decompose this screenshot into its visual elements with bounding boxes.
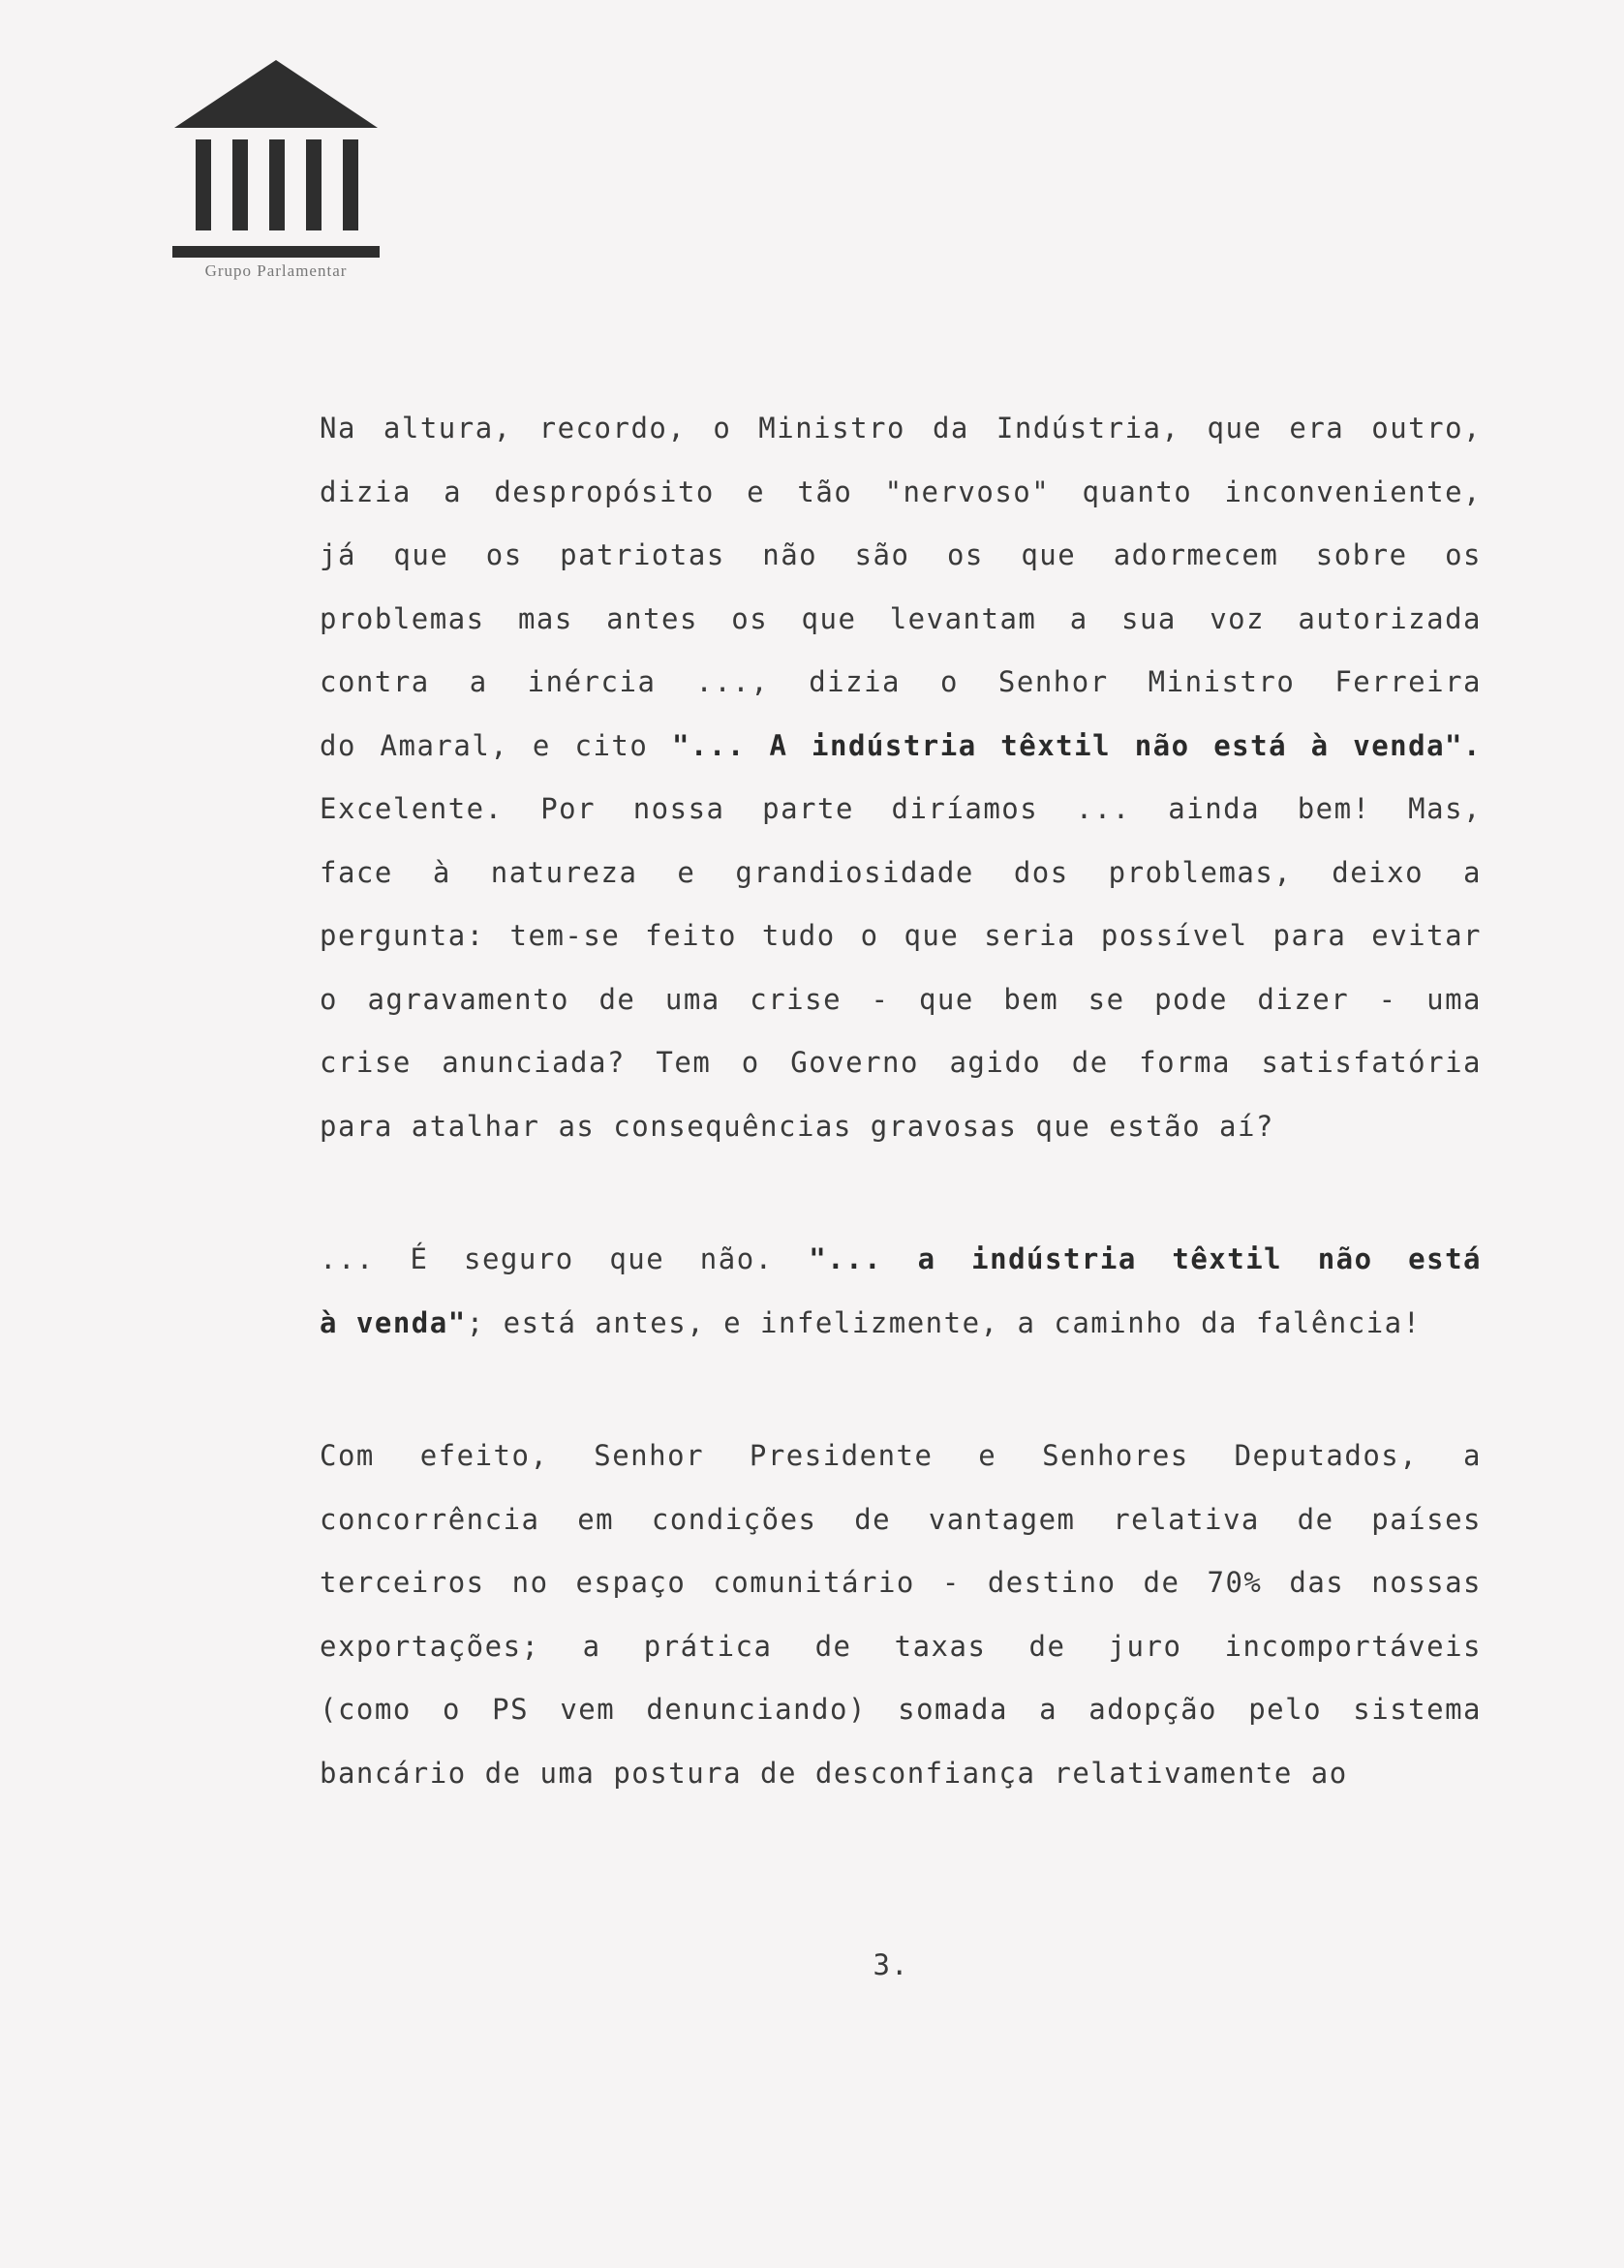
- text-line: [320, 968, 1482, 1032]
- text-line: [320, 1678, 1482, 1742]
- text-line: [320, 1742, 1482, 1806]
- text-segment: Na altura, recordo, o Ministro da Indústria, que era outro,: [320, 412, 1482, 444]
- text-line: [320, 1292, 1482, 1356]
- quoted-bold-text: à venda": [320, 1305, 467, 1339]
- text-segment: dizia a despropósito e tão "nervoso" quanto inconveniente,: [320, 475, 1482, 508]
- text-line: [320, 1551, 1482, 1615]
- text-segment: o agravamento de uma crise - que bem se pode dizer - uma: [320, 982, 1482, 1016]
- text-line: [320, 1228, 1482, 1292]
- text-line: [320, 461, 1482, 525]
- logo-caption: Grupo Parlamentar: [204, 261, 348, 280]
- text-segment: ; está antes, e infelizmente, a caminho da falência!: [466, 1305, 1422, 1339]
- text-segment: para atalhar as consequências gravosas que estão aí?: [320, 1109, 1274, 1143]
- text-line: [320, 1031, 1482, 1095]
- page-number: 3.: [873, 1948, 909, 1981]
- text-line: [320, 524, 1482, 588]
- text-line: [320, 1615, 1482, 1679]
- quoted-bold-text: "... a indústria têxtil não está: [809, 1242, 1482, 1275]
- text-segment: terceiros no espaço comunitário - destino de 70% das nossas: [320, 1566, 1482, 1599]
- text-segment: do Amaral, e cito: [320, 728, 672, 762]
- text-segment: contra a inércia ..., dizia o Senhor Ministro Ferreira: [320, 665, 1482, 698]
- paragraph: [320, 1425, 1482, 1805]
- text-segment: pergunta: tem-se feito tudo o que seria possível para evitar: [320, 919, 1482, 952]
- text-segment: face à natureza e grandiosidade dos problemas, deixo a: [320, 855, 1482, 889]
- text-line: [320, 715, 1482, 779]
- paragraph: [320, 397, 1482, 1158]
- text-line: [320, 904, 1482, 968]
- text-line: [320, 1095, 1482, 1159]
- text-segment: (como o PS vem denunciando) somada a adopção pelo sistema: [320, 1693, 1482, 1726]
- parliamentary-group-logo: [165, 56, 387, 289]
- text-segment: concorrência em condições de vantagem relativa de países: [320, 1502, 1482, 1536]
- text-line: [320, 778, 1482, 842]
- text-line: [320, 1488, 1482, 1552]
- paragraph: [320, 1228, 1482, 1355]
- text-segment: exportações; a prática de taxas de juro incomportáveis: [320, 1629, 1482, 1663]
- text-line: [320, 397, 1482, 461]
- text-segment: ... É seguro que não.: [320, 1242, 810, 1275]
- text-segment: Com efeito, Senhor Presidente e Senhores Deputados, a: [320, 1439, 1482, 1472]
- text-segment: crise anunciada? Tem o Governo agido de forma satisfatória: [320, 1046, 1482, 1079]
- text-segment: bancário de uma postura de desconfiança relativamente ao: [320, 1756, 1348, 1790]
- building-icon: [165, 56, 387, 260]
- text-segment: já que os patriotas não são os que adormecem sobre os: [320, 538, 1482, 571]
- quoted-bold-text: "... A indústria têxtil não está à venda".: [671, 728, 1482, 762]
- text-line: [320, 1425, 1482, 1488]
- text-line: [320, 651, 1482, 715]
- text-line: [320, 842, 1482, 905]
- body-text: [320, 397, 1482, 1805]
- text-line: [320, 588, 1482, 652]
- text-segment: Excelente. Por nossa parte diríamos ... ainda bem! Mas,: [320, 792, 1482, 825]
- text-segment: problemas mas antes os que levantam a sua voz autorizada: [320, 601, 1482, 635]
